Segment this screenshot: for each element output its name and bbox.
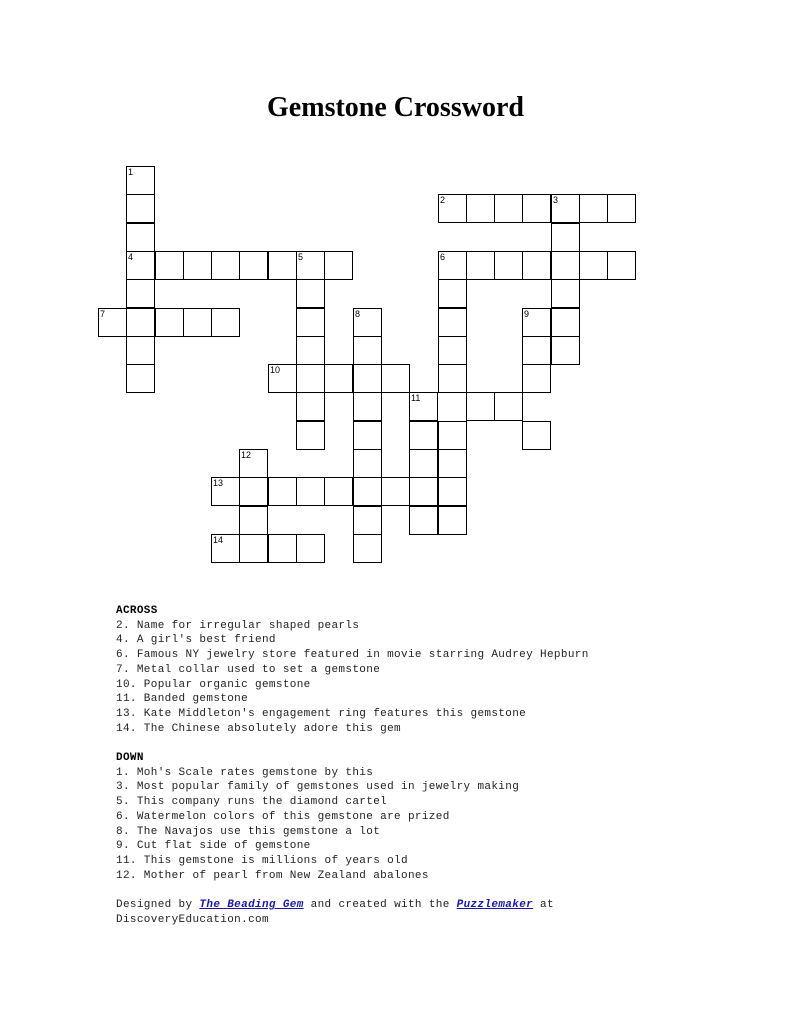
grid-cell[interactable]: [126, 251, 155, 280]
clue-number: 12: [241, 450, 252, 460]
grid-cell[interactable]: [353, 392, 382, 421]
grid-cell[interactable]: [438, 308, 467, 337]
grid-cell[interactable]: [579, 194, 608, 223]
grid-cell[interactable]: [296, 392, 325, 421]
grid-cell[interactable]: [324, 364, 353, 393]
grid-cell[interactable]: [353, 534, 382, 563]
grid-cell[interactable]: [466, 194, 495, 223]
grid-cell[interactable]: [551, 279, 580, 308]
grid-cell[interactable]: [551, 251, 580, 280]
grid-cell[interactable]: [438, 194, 467, 223]
grid-cell[interactable]: [551, 336, 580, 365]
grid-cell[interactable]: [522, 308, 551, 337]
grid-cell[interactable]: [409, 506, 438, 535]
grid-cell[interactable]: [607, 194, 636, 223]
grid-cell[interactable]: [522, 364, 551, 393]
grid-cell[interactable]: [466, 251, 495, 280]
grid-cell[interactable]: [268, 534, 297, 563]
grid-cell[interactable]: [268, 251, 297, 280]
clue-number: 6: [440, 252, 446, 262]
down-clue: 6. Watermelon colors of this gemstone are prized: [116, 810, 450, 823]
grid-cell[interactable]: [522, 194, 551, 223]
grid-cell[interactable]: [126, 308, 155, 337]
grid-cell[interactable]: [551, 194, 580, 223]
across-clue: 4. A girl's best friend: [116, 634, 276, 647]
grid-cell[interactable]: [607, 251, 636, 280]
clue-number: 9: [524, 309, 530, 319]
grid-cell[interactable]: [126, 194, 155, 223]
grid-cell[interactable]: [155, 251, 184, 280]
grid-cell[interactable]: [466, 392, 495, 421]
grid-cell[interactable]: [522, 421, 551, 450]
grid-cell[interactable]: [522, 336, 551, 365]
grid-cell[interactable]: [494, 392, 523, 421]
puzzlemaker-link[interactable]: Puzzlemaker: [456, 899, 534, 912]
grid-cell[interactable]: [239, 449, 268, 478]
grid-cell[interactable]: [155, 308, 184, 337]
down-clue: 12. Mother of pearl from New Zealand abalones: [116, 869, 429, 882]
grid-cell[interactable]: [211, 251, 240, 280]
down-clue: 5. This company runs the diamond cartel: [116, 796, 388, 809]
grid-cell[interactable]: [551, 223, 580, 252]
clue-number: 3: [553, 195, 559, 205]
grid-cell[interactable]: [296, 477, 325, 506]
grid-cell[interactable]: [211, 534, 240, 563]
grid-cell[interactable]: [438, 506, 467, 535]
across-clues: [116, 619, 776, 737]
down-clue: 3. Most popular family of gemstones used in jewelry making: [116, 781, 520, 794]
grid-cell[interactable]: [126, 279, 155, 308]
grid-cell[interactable]: [239, 477, 268, 506]
grid-cell[interactable]: [438, 449, 467, 478]
grid-cell[interactable]: [353, 477, 382, 506]
grid-cell[interactable]: [438, 336, 467, 365]
footer-credit: Designed by The Beading Gem and created with the Puzzlemaker at: [116, 899, 554, 912]
grid-cell[interactable]: [438, 477, 467, 506]
grid-cell[interactable]: [494, 251, 523, 280]
across-clue: 14. The Chinese absolutely adore this gem: [116, 722, 401, 735]
grid-cell[interactable]: [98, 308, 127, 337]
grid-cell[interactable]: [353, 364, 382, 393]
footer-site: DiscoveryEducation.com: [116, 913, 269, 926]
clue-number: 14: [213, 535, 224, 545]
grid-cell[interactable]: [579, 251, 608, 280]
grid-cell[interactable]: [438, 251, 467, 280]
clue-list: [116, 604, 776, 927]
across-clue: 2. Name for irregular shaped pearls: [116, 619, 360, 632]
grid-cell[interactable]: [353, 308, 382, 337]
grid-cell[interactable]: [296, 336, 325, 365]
grid-cell[interactable]: [126, 336, 155, 365]
grid-cell[interactable]: [324, 251, 353, 280]
across-clue: 7. Metal collar used to set a gemstone: [116, 663, 381, 676]
clue-number: 4: [128, 252, 134, 262]
grid-cell[interactable]: [211, 308, 240, 337]
grid-cell[interactable]: [183, 251, 212, 280]
grid-cell[interactable]: [381, 364, 410, 393]
page-title: Gemstone Crossword: [267, 92, 524, 123]
grid-cell[interactable]: [438, 279, 467, 308]
grid-cell[interactable]: [126, 364, 155, 393]
across-heading: ACROSS: [116, 605, 158, 617]
grid-cell[interactable]: [239, 534, 268, 563]
clue-number: 10: [270, 365, 281, 375]
down-clue: 1. Moh's Scale rates gemstone by this: [116, 766, 374, 779]
clue-number: 7: [100, 309, 106, 319]
grid-cell[interactable]: [353, 336, 382, 365]
grid-cell[interactable]: [353, 421, 382, 450]
grid-cell[interactable]: [296, 251, 325, 280]
grid-cell[interactable]: [409, 392, 438, 421]
grid-cell[interactable]: [494, 194, 523, 223]
grid-cell[interactable]: [296, 421, 325, 450]
grid-cell[interactable]: [126, 166, 155, 195]
grid-cell[interactable]: [268, 364, 297, 393]
down-clue: 11. This gemstone is millions of years old: [116, 854, 408, 867]
grid-cell[interactable]: [268, 477, 297, 506]
grid-cell[interactable]: [353, 449, 382, 478]
across-clue: 6. Famous NY jewelry store featured in movie starring Audrey Hepburn: [116, 649, 589, 662]
grid-cell[interactable]: [353, 506, 382, 535]
across-clue: 11. Banded gemstone: [116, 693, 249, 706]
grid-cell[interactable]: [296, 308, 325, 337]
grid-cell[interactable]: [183, 308, 212, 337]
grid-cell[interactable]: [551, 308, 580, 337]
down-clues: [116, 766, 776, 884]
clue-number: 1: [128, 167, 134, 177]
grid-cell[interactable]: [211, 477, 240, 506]
grid-cell[interactable]: [438, 421, 467, 450]
grid-cell[interactable]: [438, 364, 467, 393]
clue-number: 2: [440, 195, 446, 205]
grid-cell[interactable]: [296, 534, 325, 563]
grid-cell[interactable]: [239, 506, 268, 535]
down-clue: 9. Cut flat side of gemstone: [116, 840, 311, 853]
grid-cell[interactable]: [324, 477, 353, 506]
grid-cell[interactable]: [409, 421, 438, 450]
clue-number: 5: [298, 252, 304, 262]
grid-cell[interactable]: [296, 279, 325, 308]
clue-number: 13: [213, 478, 224, 488]
grid-cell[interactable]: [381, 477, 410, 506]
grid-cell[interactable]: [522, 251, 551, 280]
grid-cell[interactable]: [409, 477, 438, 506]
beading-gem-link[interactable]: The Beading Gem: [199, 899, 304, 912]
across-clue: 13. Kate Middleton's engagement ring features this gemstone: [116, 707, 527, 720]
clue-number: 11: [411, 393, 421, 403]
grid-cell[interactable]: [409, 449, 438, 478]
down-heading: DOWN: [116, 752, 144, 765]
grid-cell[interactable]: [126, 223, 155, 252]
down-clue: 8. The Navajos use this gemstone a lot: [116, 825, 381, 838]
grid-cell[interactable]: [239, 251, 268, 280]
across-clue: 10. Popular organic gemstone: [116, 678, 311, 691]
clue-number: 8: [355, 309, 361, 319]
